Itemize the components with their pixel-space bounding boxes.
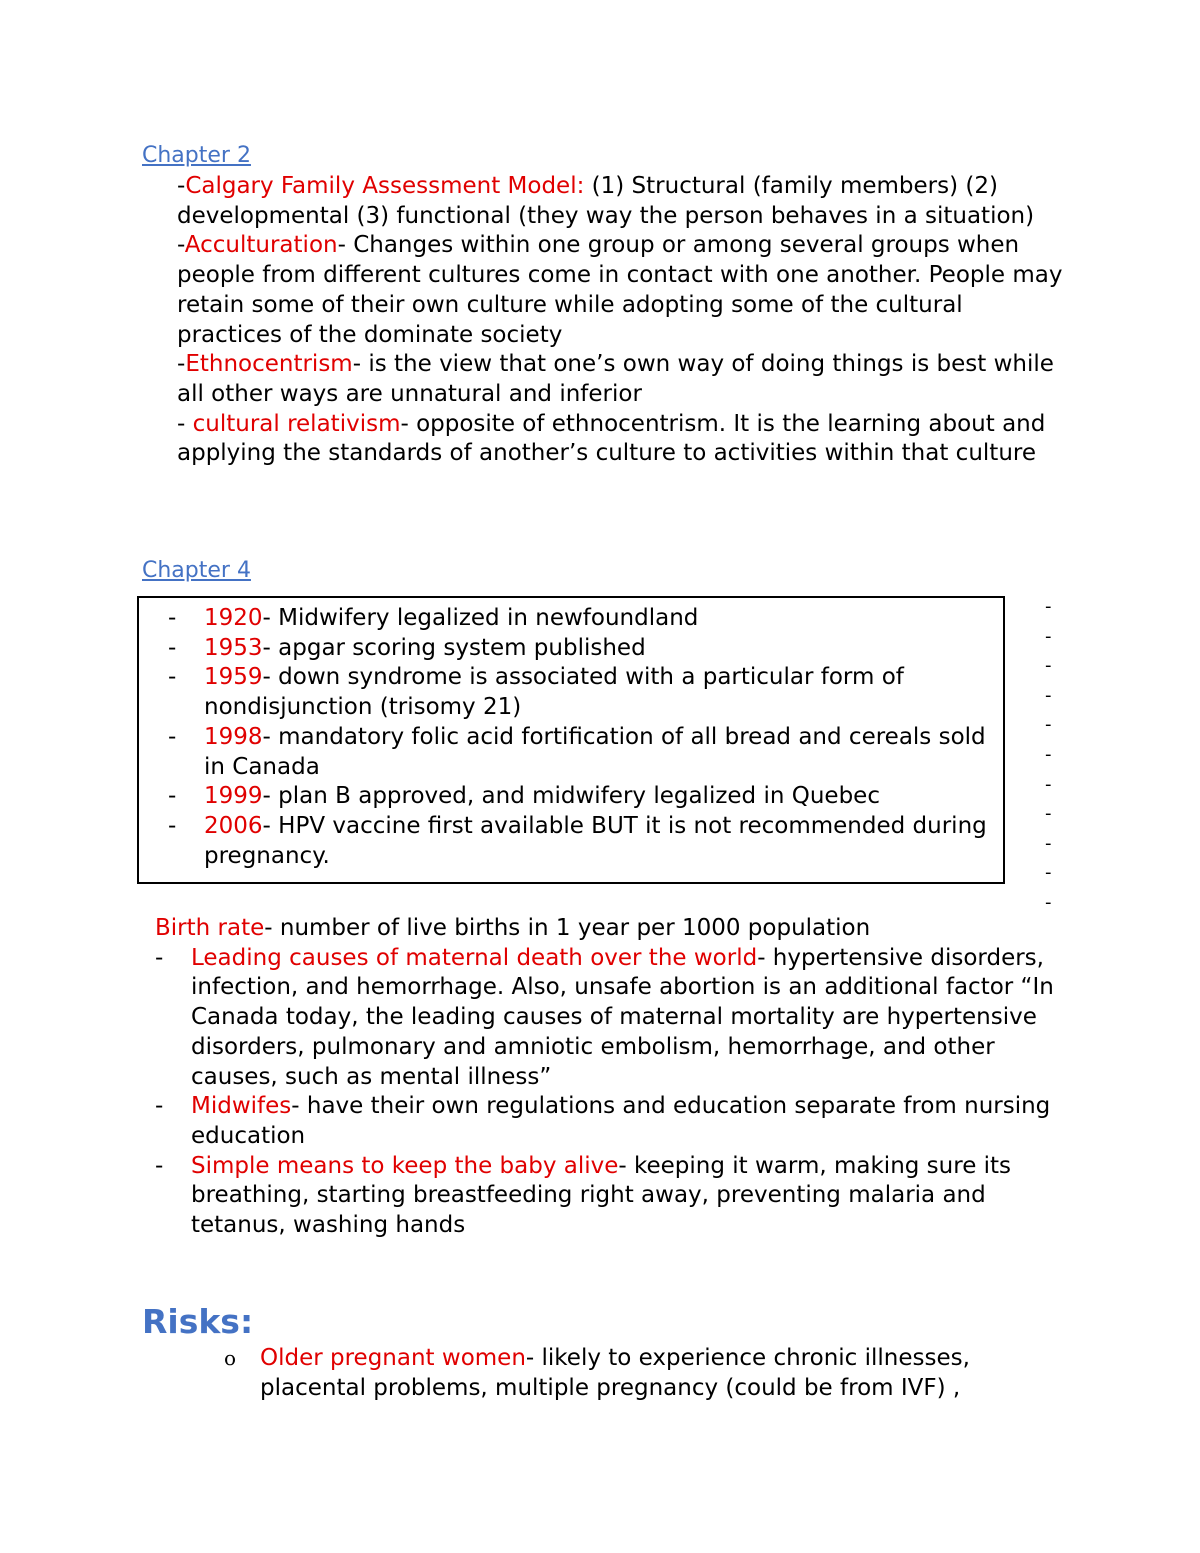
term: Simple means to keep the baby alive <box>191 1152 619 1179</box>
side-dash: - <box>1045 803 1052 825</box>
side-dash: - <box>1045 773 1052 795</box>
chapter-2-heading: Chapter 2 <box>142 143 251 168</box>
term: Leading causes of maternal death over the world <box>191 944 758 971</box>
chapter-4-bullets <box>155 944 1055 1241</box>
timeline-item: - 1998- mandatory folic acid fortification of all bread and cereals sold in Canada <box>168 723 986 780</box>
timeline-item: - 2006- HPV vaccine first available BUT it is not recommended during pregnancy. <box>168 812 987 869</box>
term: cultural relativism <box>192 410 401 437</box>
note-acculturation: -Acculturation- Changes within one group or among several groups when people from different cultures come in contact with one another. People may retain some of their own culture while adopting some of the cultural practices of the dominate society <box>177 232 1063 348</box>
year: 1959 <box>204 664 263 691</box>
side-dash: - <box>1045 625 1052 647</box>
circle-bullet-icon: o <box>224 1346 237 1370</box>
year: 1999 <box>204 783 263 810</box>
note-calgary-model: -Calgary Family Assessment Model: (1) Structural (family members) (2) developmental (3) functional (they way the person behaves in a situation) <box>177 173 1035 229</box>
note-birth-rate: Birth rate- number of live births in 1 year per 1000 population <box>155 915 871 941</box>
side-dash: - <box>1045 684 1052 706</box>
term: Calgary Family Assessment Model: <box>185 173 585 199</box>
note-midwifes: - Midwifes- have their own regulations and education separate from nursing education <box>155 1093 1051 1149</box>
note-keep-baby-alive: - Simple means to keep the baby alive- keeping it warm, making sure its breathing, starting breastfeeding right away, preventing malaria and tetanus, washing hands <box>155 1152 1012 1239</box>
risks-notes <box>222 1344 1062 1403</box>
term: Midwifes <box>191 1093 292 1120</box>
year: 1953 <box>204 634 263 661</box>
note-cultural-relativism: - cultural relativism- opposite of ethnocentrism. It is the learning about and applying the standards of another’s culture to activities within that culture <box>177 410 1046 467</box>
side-dash: - <box>1045 743 1052 765</box>
chapter-4-notes <box>155 914 1055 1241</box>
term: Birth rate <box>155 915 265 941</box>
side-dash-column <box>1045 592 1061 918</box>
timeline-list <box>168 604 988 871</box>
term: Ethnocentrism <box>185 351 353 378</box>
side-dash: - <box>1045 655 1052 677</box>
side-dash: - <box>1045 891 1052 913</box>
year: 2006 <box>204 812 263 839</box>
timeline-item: - 1920- Midwifery legalized in newfoundland <box>168 605 699 631</box>
side-dash: - <box>1045 714 1052 736</box>
term: Older pregnant women <box>260 1345 526 1371</box>
risks-list <box>222 1344 1062 1403</box>
chapter-4-heading: Chapter 4 <box>142 558 251 583</box>
term: Acculturation <box>184 232 338 259</box>
side-dash: - <box>1045 862 1052 884</box>
risks-heading: Risks: <box>142 1302 254 1341</box>
timeline-item: - 1999- plan B approved, and midwifery legalized in Quebec <box>168 783 880 810</box>
note-ethnocentrism: -Ethnocentrism- is the view that one’s own way of doing things is best while all other ways are unnatural and inferior <box>177 351 1054 407</box>
side-dash: - <box>1045 832 1052 854</box>
risk-item: o Older pregnant women- likely to experience chronic illnesses, placental problems, multiple pregnancy (could be from IVF) , <box>224 1345 970 1401</box>
timeline-box <box>137 596 1005 884</box>
note-maternal-death: - Leading causes of maternal death over the world- hypertensive disorders, infection, and hemorrhage. Also, unsafe abortion is an additional factor “In Canada today, the leading causes of maternal mortality are hypertensive disorders, pulmonary and amniotic embolism, hemorrhage, and other causes, such as mental illness” <box>155 944 1054 1090</box>
side-dash: - <box>1045 596 1052 617</box>
year: 1920 <box>204 605 263 631</box>
year: 1998 <box>204 723 263 750</box>
chapter-2-notes <box>177 172 1067 469</box>
timeline-item: - 1959- down syndrome is associated with a particular form of nondisjunction (trisomy 21) <box>168 664 904 721</box>
timeline-item: - 1953- apgar scoring system published <box>168 634 646 661</box>
